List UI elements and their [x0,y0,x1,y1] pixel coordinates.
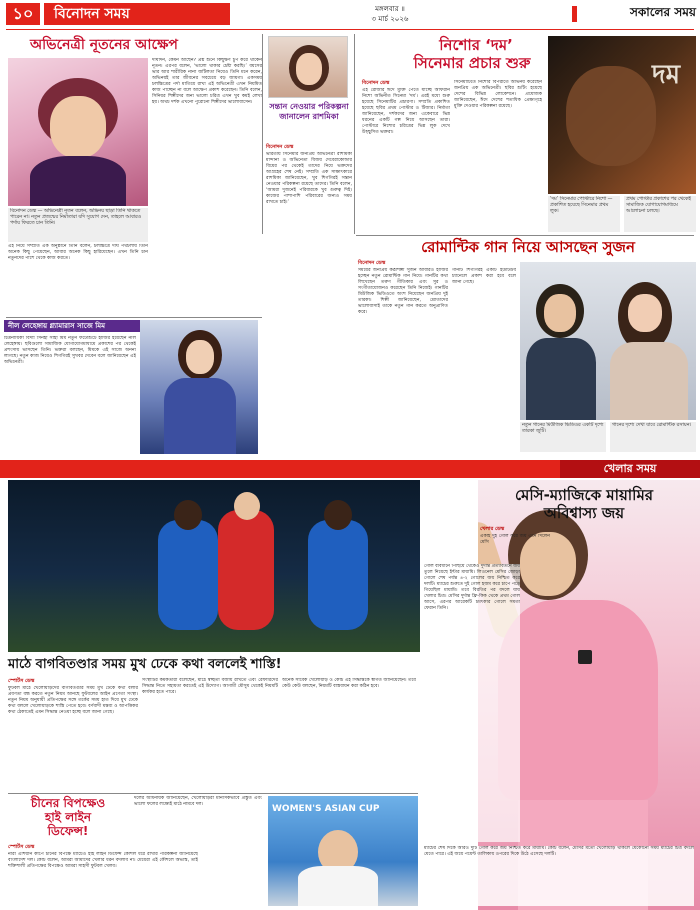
rashmika-body-text: ভারতীয় সিনেমার জনপ্রিয় অভিনেত্রী রাশমিকা মান্দানা ও অভিনেতা বিজয় দেবেরাকোন্ডার বিয়ের পর থেকেই তাদের নিয়ে ভক্তদের আগ্রহের শেষ নেই। সম্প্রতি এক সাক্ষাৎকারে রাশমিকা জানিয়েছেন, খুব শিগগিরই সন্তান নেওয়ার পরিকল্পনা রয়েছে তাদের। তিনি বলেন, ‘আমরা দুজনেই পরিবারকে খুব গুরুত্ব দিই। কাজের পাশাপাশি পরিবারের জন্যও সময় রাখতে চাই।’ [266,152,352,205]
sujon-body-text-2: গানটি শিগগিরই একটি ইউটিউব চ্যানেলে প্রকাশ করা হবে বলে জানা গেছে। [452,268,516,285]
china-photo [268,796,418,906]
page-number: ১০ [6,3,40,25]
china-headline-line1: চীনের বিপক্ষেও [30,796,106,810]
sujon-body-text: সময়ের জনপ্রিয় কণ্ঠশিল্পী সুজন আবারও হাজির হচ্ছেন নতুন রোমান্টিক গান নিয়ে। গানটির কথা লিখেছেন তরুণ গীতিকার এবং সুর ও সংগীতায়োজনও করেছেন তিনি নিজেই। গানটির মিউজিক ভিডিওতে অংশ নিয়েছেন জনপ্রিয় দুই তারকা। শিল্পী জানিয়েছেন, শ্রোতাদের ভালোবাসাই তাকে নতুন গান করতে অনুপ্রাণিত করে। [358,268,448,315]
article-china [0,794,420,910]
messi-headline-line2: অবিশ্বাস্য জয় [543,504,625,522]
nutan-photo [8,58,148,206]
bagvitinga-headline: মাঠে বাগবিতণ্ডার সময় মুখ ঢেকে কথা বললেই শাস্তি! [8,657,282,672]
rashmika-byline: বিনোদন ডেস্ক [266,144,294,150]
bagvitinga-body-text-3: অনেক সাবেক খেলোয়াড় ও কোচ এই সিদ্ধান্তকে স্বাগত জানিয়েছেন। তবে কেউ কেউ বলছেন, নিয়মটি বাস্তবায়ন করা কঠিন হবে। [282,678,416,689]
mim-headline: নীল লেহেঙ্গায় গ্ল্যামারাস সাজে মিম [4,320,184,332]
messi-byline: খেলার ডেস্ক [480,526,505,532]
nisho-headline-line1: নিশোর ‘দম’ [439,36,513,54]
china-headline-line3: ডিফেন্স! [47,824,89,838]
nisho-byline: বিনোদন ডেস্ক [362,80,390,86]
masthead-logo: সকালের সময় [629,5,696,19]
messi-body-text-2: ম্যাচের শেষ দিকে আরও দুটি গোল করে জয় নিশ্চিত করে মায়ামি। কোচ বলেন, মেসির মতো খেলোয়াড় থাকলে যেকোনো সময় ম্যাচের চিত্র বদলে যেতে পারে। এই জয়ে পয়েন্ট তালিকায় ওপরের দিকে উঠে এসেছে দলটি। [424,846,694,906]
china-photo-banner: WOMEN'S ASIAN CUP [272,804,380,814]
column-divider [262,34,263,234]
sujon-headline: রোমান্টিক গান নিয়ে আসছেন সুজন [421,238,635,256]
nisho-poster-title: দম [651,60,681,90]
mim-body-text: চিত্রনায়িকা বিদ্যা সিনহা সাহা মিম নতুন ফটোশুটে হাজির হয়েছেন নীল লেহেঙ্গায়। ছবিগুলো সামাজিক যোগাযোগমাধ্যমে প্রকাশের পর থেকেই প্রশংসায় ভাসছেন তিনি। ভক্তরা বলছেন, মিমকে এই সাজে অনন্য লাগছে। নতুন কাজ নিয়েও শিগগিরই সুখবর দেবেন বলে জানিয়েছেন এই অভিনেত্রী। [4,336,136,365]
sports-section-label: খেলার সময় [560,460,700,478]
china-body-text-2: দলের অধিনায়ক জানিয়েছেন, খেলোয়াড়রা মানসিকভাবে প্রস্তুত এবং ভালো ফলের লক্ষ্যেই মাঠে নামবে দল। [134,796,262,807]
sujon-photo [520,262,696,420]
section-divider [6,317,262,318]
china-headline-line2: হাই লাইন [44,810,92,824]
nisho-poster [548,36,696,194]
messi-intro: একাই দুই গোল করে জয় এনে দিলেন মেসি [480,534,550,545]
rashmika-photo [268,36,348,98]
football-match-photo [8,480,420,652]
issue-day: মঙ্গলবার ॥ [375,5,405,13]
bagvitinga-body-text: ফুটবল মাঠে খেলোয়াড়দের বাগবিতণ্ডার সময় মুখ ঢেকে কথা বলার প্রবণতা বন্ধ করতে নতুন নিয়ম আনছে ফুটবলের আইন প্রণেতা সংস্থা। নতুন নিয়ম অনুযায়ী প্রতিপক্ষের সঙ্গে তর্কের সময় হাত দিয়ে মুখ ঢেকে কথা বললে খেলোয়াড়কে শাস্তি পেতে হবে। বর্ণবাদী মন্তব্য ও আপত্তিকর কথা ঠেকাতেই এমন সিদ্ধান্ত নেওয়া হচ্ছে বলে জানা গেছে। [8,686,138,715]
header-divider [6,29,694,30]
nutan-headline: অভিনেত্রী নূতনের আক্ষেপ [30,37,178,53]
section-divider [8,793,418,794]
messi-body-text: গোল ব্যবধানে পিছিয়ে থেকেও দুর্দান্ত প্রত্যাবর্তনে জয় তুলে নিয়েছে ইন্টার মায়ামি। লিওনেল মেসির জোড়া গোলে শেষ পর্যন্ত ৪-২ গোলের জয় নিশ্চিত করে দলটি। ম্যাচের শুরুতে দুই গোল হজম করে চাপে পড়ে গিয়েছিল মায়ামি। তবে বিরতির পর বদলে যায় খেলার চিত্র। মেসির দুর্দান্ত ফ্রি-কিক থেকে প্রথম গোল আসে, এরপর আরেকটি চমৎকার গোলে সমতা ফেরান তিনি। [424,564,520,842]
article-messi [418,480,700,910]
article-nutan [0,32,262,317]
nisho-caption-right: প্রথম পোস্টার প্রকাশের পর থেকেই সামাজিক যোগাযোগমাধ্যমে আলোচনা চলছে। [624,196,696,232]
nisho-caption-left: ‘দম’ সিনেমার পোস্টারে নিশো — প্রকাশিত হয়েছে সিনেমার প্রথম লুক। [548,196,620,232]
column-divider [354,34,355,234]
sujon-caption-left: নতুন গানের মিউজিক ভিডিওর একটি দৃশ্যে তারকা জুটি। [520,422,606,452]
nutan-more-text: এই নিয়ে সম্প্রতি এক অনুষ্ঠানে তিনি বলেন, চলচ্চিত্রে দীর্ঘ পথচলায় তিনি অনেক কিছু পেয়েছেন, আবার অনেক কিছু হারিয়েছেন। এখন তিনি চান নতুনদের পাশে থেকে কাজ করতে। [8,244,148,261]
section-title: বিনোদন সময় [44,3,230,25]
bagvitinga-byline: স্পোর্টস ডেস্ক [8,678,35,684]
nisho-headline-line2: সিনেমার প্রচার শুরু [413,54,531,72]
china-byline: স্পোর্টস ডেস্ক [8,844,35,850]
sujon-caption-right: গানের দৃশ্যে দেখা যাবে রোমান্টিক রসায়ন। [610,422,696,452]
messi-headline-line1: মেসি-ম্যাজিকে মায়ামির [514,486,654,504]
issue-date: ৩ মার্চ ২০২৬ [371,15,409,23]
rashmika-headline: সন্তান নেওয়ার পরিকল্পনা জানালেন রাশমিকা [269,102,349,121]
nisho-body-text: এই রোজার ঈদে মুক্তি পেতে যাচ্ছে আফরান নিশো অভিনীত সিনেমা ‘দম’। এরই মধ্যে শুরু হয়েছে সিনেমাটির প্রচারণা। সম্প্রতি প্রকাশিত হয়েছে ছবির প্রথম পোস্টার ও টিজার। নির্মাতা জানিয়েছেন, দর্শকদের জন্য একেবারে ভিন্ন ধরনের একটি গল্প নিয়ে আসছেন তারা। পোস্টারে নিশোর চরিত্রের ভিন্ন লুক দেখে উচ্ছ্বসিত ভক্তরা। [362,88,450,135]
nutan-body-text: দীর্ঘদিন, কেমন আছেন? প্রশ্ন শুনে কিছুক্ষণ চুপ করে থাকেন নূতন। এরপর বলেন, ‘ভালো থাকার চেষ্টা করছি।’ বয়সের ভার আর শারীরিক নানা জটিলতা নিয়েও তিনি মনে করেন, অভিনয়ই তার জীবনের সবচেয়ে বড় জায়গা। একসময় চলচ্চিত্রের পর্দা মাতিয়ে রাখা এই অভিনেত্রী এখন নিয়মিত কাজ পাচ্ছেন না বলে আক্ষেপ প্রকাশ করেছেন। তিনি বলেন, সিনিয়র শিল্পীদের জন্য ভালো চরিত্র এখন খুব কমই লেখা হয়। অথচ দর্শক এখনো পুরোনো শিল্পীদের ভালোবাসেন। [152,58,262,105]
mim-photo [140,320,258,454]
article-mim [0,318,262,458]
china-body-text: নারী এশিয়ান কাপে চীনের বিপক্ষে ম্যাচেও হাই লাইন ডিফেন্স কৌশল ধরে রাখার পরিকল্পনা জানিয়েছে বাংলাদেশ দল। কোচ বলেন, আমরা আমাদের খেলার ধরন বদলাব না। মেয়েরা এই কৌশলে অভ্যস্ত, তাই শক্তিশালী প্রতিপক্ষের বিপক্ষেও আমরা সাহসী ফুটবল খেলব। [8,852,198,869]
article-bagvitinga [0,654,420,794]
nisho-body-text-2: সিনেমাটিতে নিশোর বিপরীতে অভিনয় করেছেন জনপ্রিয় এক অভিনেত্রী। ছবির শুটিং হয়েছে দেশের বিভিন্ন লোকেশনে। প্রযোজক জানিয়েছেন, ঈদে দেশের শতাধিক প্রেক্ষাগৃহে মুক্তি দেওয়ার পরিকল্পনা রয়েছে। [454,80,542,109]
article-sujon [262,236,700,458]
article-nisho [356,32,700,237]
section-divider [356,235,694,236]
nutan-caption: বিনোদন ডেস্ক — অভিনেত্রী নূতন বলেন, অভিনয় ছাড়া তিনি থাকতে পারেন না। নতুন প্রজন্মের নির্মাতারা যদি সুযোগ দেন, তাহলে আবারও পর্দায় ফিরতে চান তিনি। [8,208,148,242]
sujon-byline: বিনোদন ডেস্ক [358,260,386,266]
bagvitinga-body-text-2: সংস্থাটির কর্মকর্তারা বলেছেন, মাঠে স্বচ্ছতা বজায় রাখতে এবং রেফারিদের সিদ্ধান্ত নিতে সহায়তা করতেই এই উদ্যোগ। আগামী মৌসুম থেকেই নিয়মটি কার্যকর হতে পারে। [142,678,278,695]
